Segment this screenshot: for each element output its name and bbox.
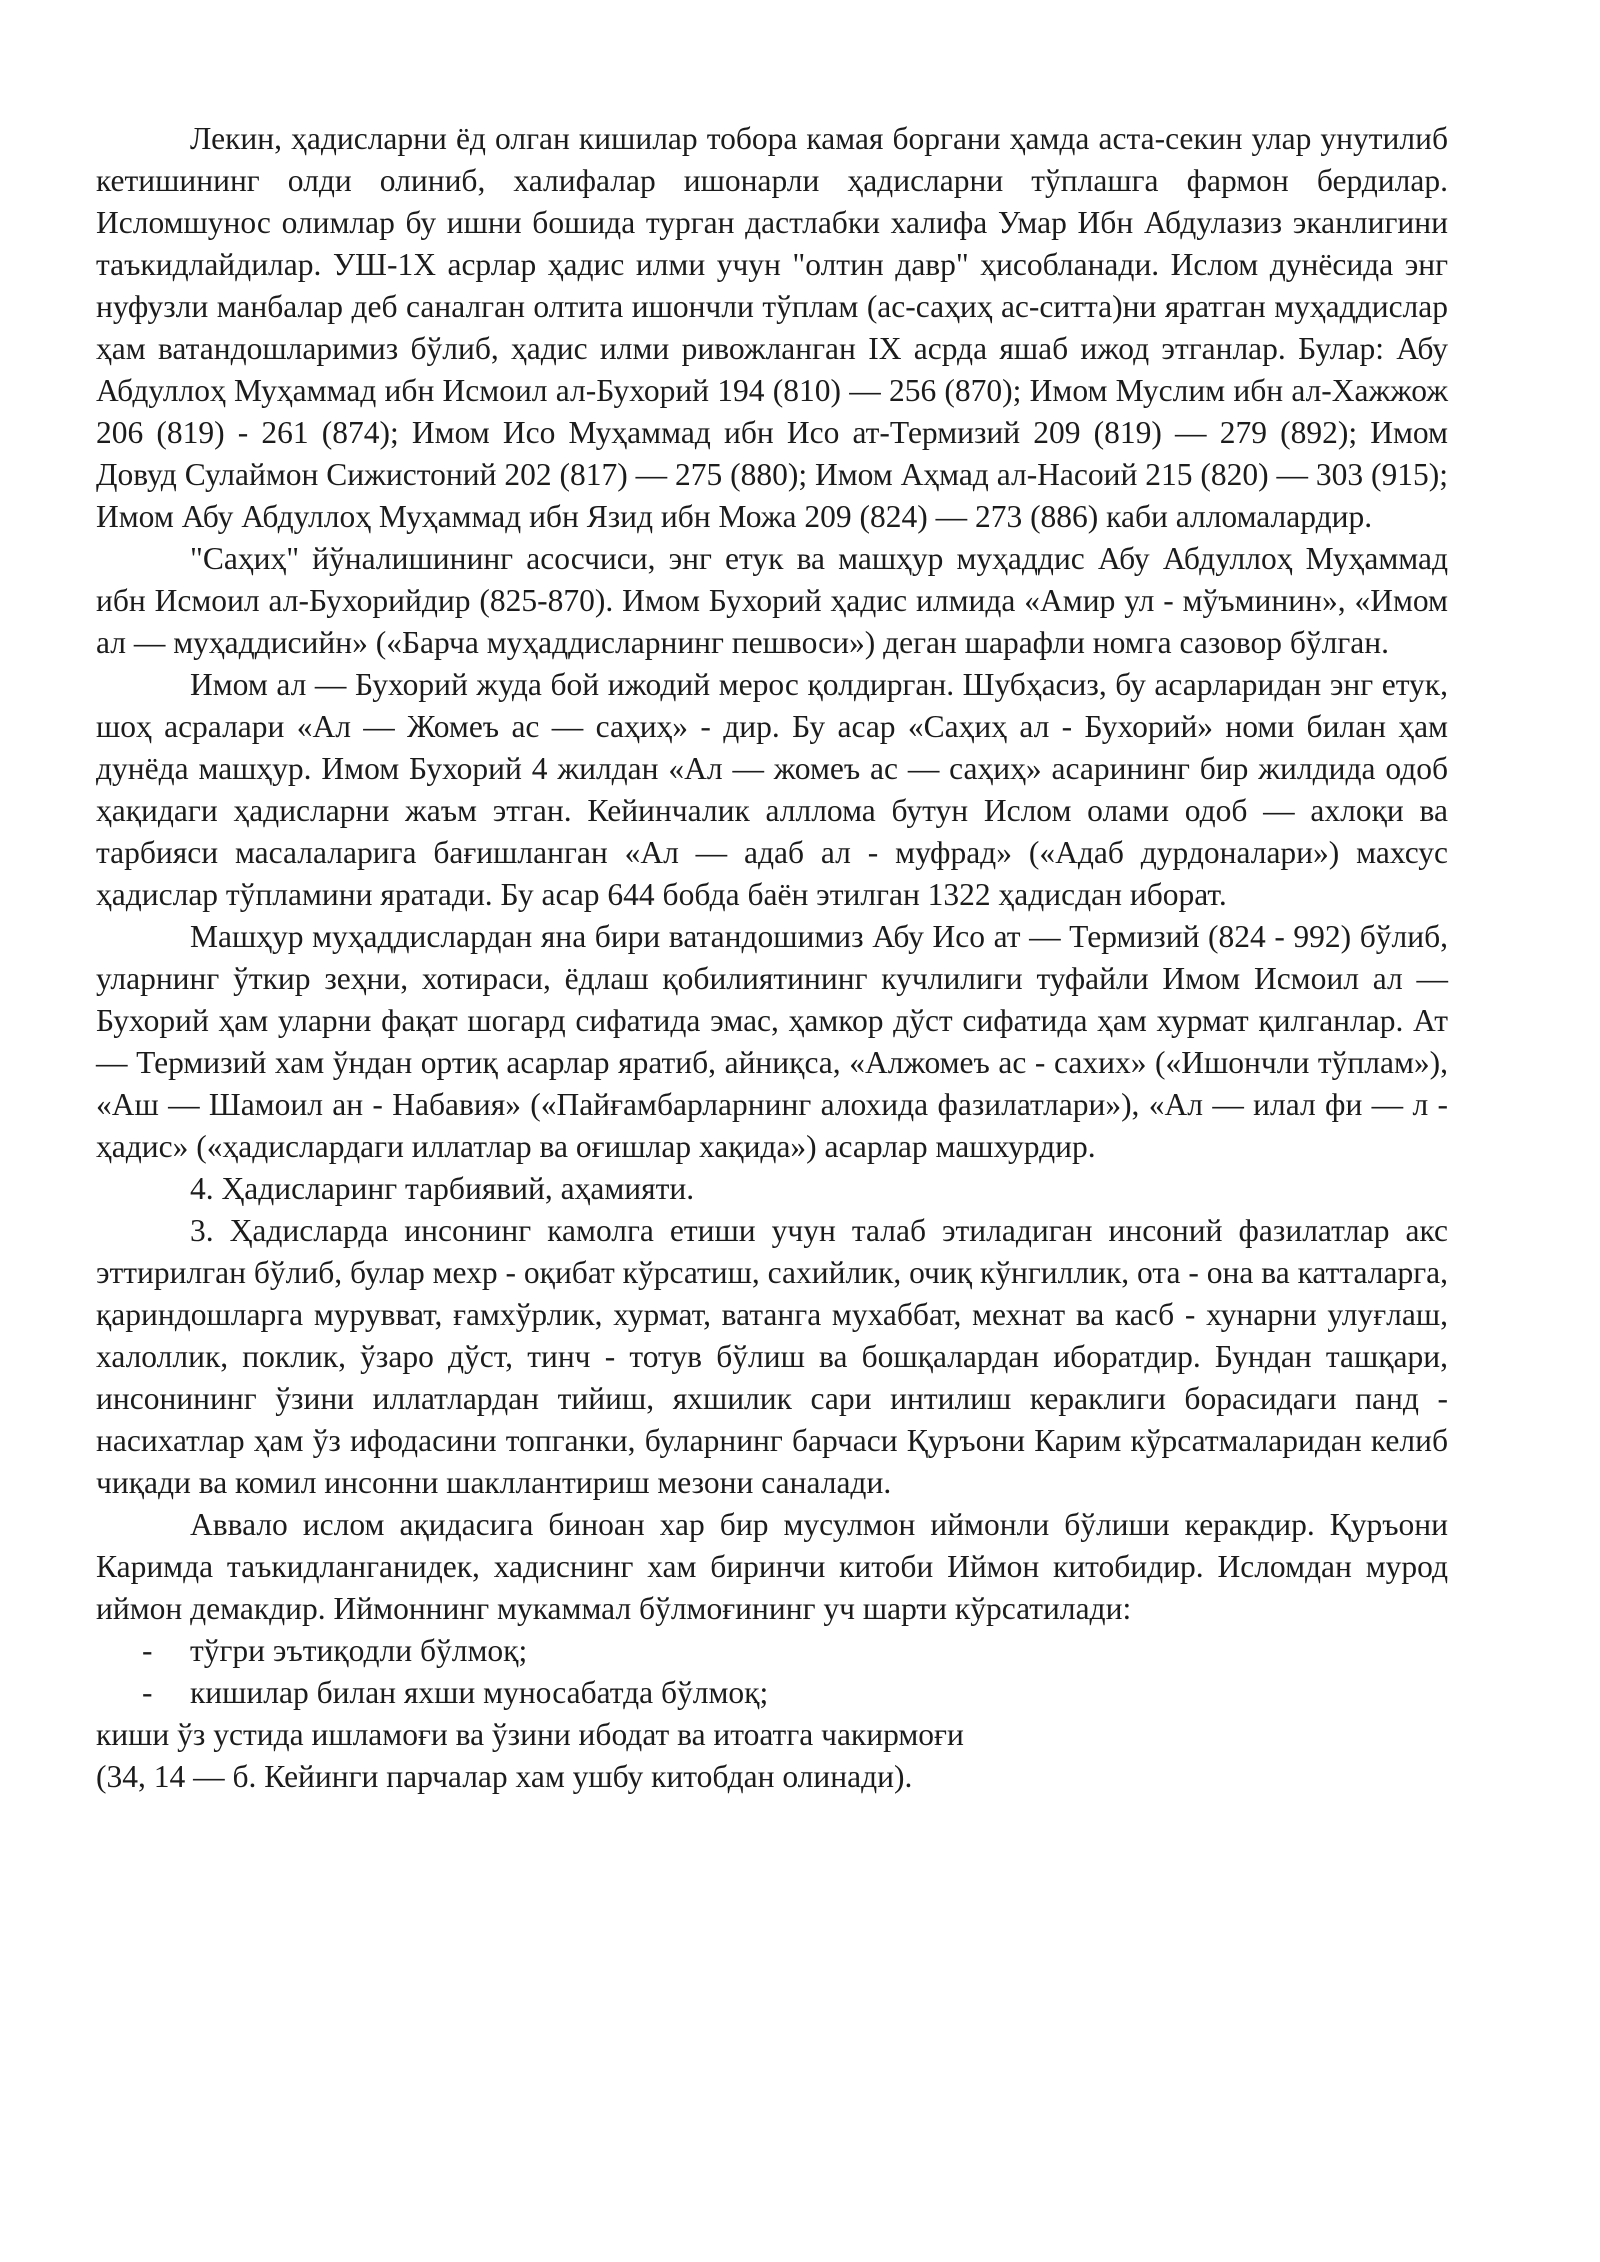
paragraph-virtues: 3. Ҳадисларда инсонинг камолга етиши учун талаб этиладиган инсоний фазилатлар акс эттирилган бўлиб, булар мехр - оқибат кўрсатиш, сахийлик, очиқ кўнгиллик, ота - она ва катталарга, қариндошларга мурувват, ғамхўрлик, хурмат, ватанга мухаббат, мехнат ва касб - хунарни улуғлаш, халоллик, поклик, ўзаро дўст, тинч - тотув бўлиш ва бошқалардан иборатдир. Бундан ташқари, инсонининг ўзини иллатлардан тийиш, яхшилик сари интилиш кераклиги борасидаги панд - насихатлар ҳам ўз ифодасини топганки, буларнинг барчаси Қуръони Карим кўрсатмаларидан келиб чиқади ва комил инсонни шакллантириш мезони саналади. xyxy=(96,1213,1448,1500)
section-heading: 4. Ҳадисларинг тарбиявий, аҳамияти. xyxy=(190,1171,695,1206)
paragraph-iman: Аввало ислом ақидасига биноан хар бир мусулмон иймонли бўлиши керакдир. Қуръони Каримда таъкидланганидек, хадиснинг хам биринчи китоби Иймон китобидир. Исломдан мурод иймон демакдир. Иймоннинг мукаммал бўлмоғининг уч шарти кўрсатилади: xyxy=(96,1507,1448,1626)
list-item xyxy=(96,1672,1448,1714)
dash-marker: - xyxy=(142,1633,153,1668)
conditions-list xyxy=(96,1630,1448,1714)
list-item xyxy=(96,1630,1448,1672)
dash-marker: - xyxy=(142,1675,153,1710)
document-body xyxy=(96,118,1448,1798)
closing-line-citation: (34, 14 — б. Кейинги парчалар хам ушбу китобдан олинади). xyxy=(96,1759,913,1794)
paragraph-hadith-collection: Лекин, ҳадисларни ёд олган кишилар тобора камая боргани ҳамда аста-секин улар унутилиб кетишининг олди олиниб, халифалар ишонарли ҳадисларни тўплашга фармон бердилар. Исломшунос олимлар бу ишни бошида турган дастлабки халифа Умар Ибн Абдулазиз эканлигини таъкидлайдилар. УШ-1Х асрлар ҳадис илми учун "олтин давр" ҳисобланади. Ислом дунёсида энг нуфузли манбалар деб саналган олтита ишончли тўплам (ас-саҳиҳ ас-ситта)ни яратган муҳаддислар ҳам ватандошларимиз бўлиб, ҳадис илми ривожланган IX асрда яшаб ижод этганлар. Булар: Абу Абдуллоҳ Муҳаммад ибн Исмоил ал-Бухорий 194 (810) — 256 (870); Имом Муслим ибн ал-Хажжож 206 (819) - 261 (874); Имом Исо Муҳаммад ибн Исо ат-Термизий 209 (819) — 279 (892); Имом Довуд Сулаймон Сижистоний 202 (817) — 275 (880); Имом Аҳмад ал-Насоий 215 (820) — 303 (915); Имом Абу Абдуллоҳ Муҳаммад ибн Язид ибн Можа 209 (824) — 273 (886) каби алломалардир. xyxy=(96,121,1448,534)
list-item-text: кишилар билан яхши муносабатда бўлмоқ; xyxy=(190,1675,769,1710)
closing-line-third-condition: киши ўз устида ишламоғи ва ўзини ибодат ва итоатга чакирмоғи xyxy=(96,1717,964,1752)
list-item-text: тўгри эътиқодли бўлмоқ; xyxy=(190,1633,528,1668)
paragraph-sahih-founder: "Саҳиҳ" йўналишининг асосчиси, энг етук ва машҳур муҳаддис Абу Абдуллоҳ Муҳаммад ибн Исмоил ал-Бухорийдир (825-870). Имом Бухорий ҳадис илмида «Амир ул - мўъминин», «Имом ал — муҳаддисийн» («Барча муҳаддисларнинг пешвоси») деган шарафли номга сазовор бўлган. xyxy=(96,541,1448,660)
paragraph-termizi: Машҳур муҳаддислардан яна бири ватандошимиз Абу Исо ат — Термизий (824 - 992) бўлиб, уларнинг ўткир зеҳни, хотираси, ёдлаш қобилиятининг кучлилиги туфайли Имом Исмоил ал — Бухорий ҳам уларни фақат шогард сифатида эмас, ҳамкор дўст сифатида ҳам хурмат қилганлар. Ат — Термизий хам ўндан ортиқ асарлар яратиб, айниқса, «Алжомеъ ас - сахих» («Ишончли тўплам»), «Аш — Шамоил ан - Набавия» («Пайғамбарларнинг алохида фазилатлари»), «Ал — илал фи — л - ҳадис» («ҳадислардаги иллатлар ва оғишлар хақида») асарлар машхурдир. xyxy=(96,919,1448,1164)
paragraph-bukhari-legacy: Имом ал — Бухорий жуда бой ижодий мерос қолдирган. Шубҳасиз, бу асарларидан энг етук, шоҳ асралари «Ал — Жомеъ ас — саҳиҳ» - дир. Бу асар «Саҳиҳ ал - Бухорий» номи билан ҳам дунёда машҳур. Имом Бухорий 4 жилдан «Ал — жомеъ ас — саҳиҳ» асарининг бир жилдида одоб ҳақидаги ҳадисларни жаъм этган. Кейинчалик алллома бутун Ислом олами одоб — ахлоқи ва тарбияси масалаларига бағишланган «Ал — адаб ал - муфрад» («Адаб дурдоналари») махсус ҳадислар тўпламини яратади. Бу асар 644 бобда баён этилган 1322 ҳадисдан иборат. xyxy=(96,667,1448,912)
